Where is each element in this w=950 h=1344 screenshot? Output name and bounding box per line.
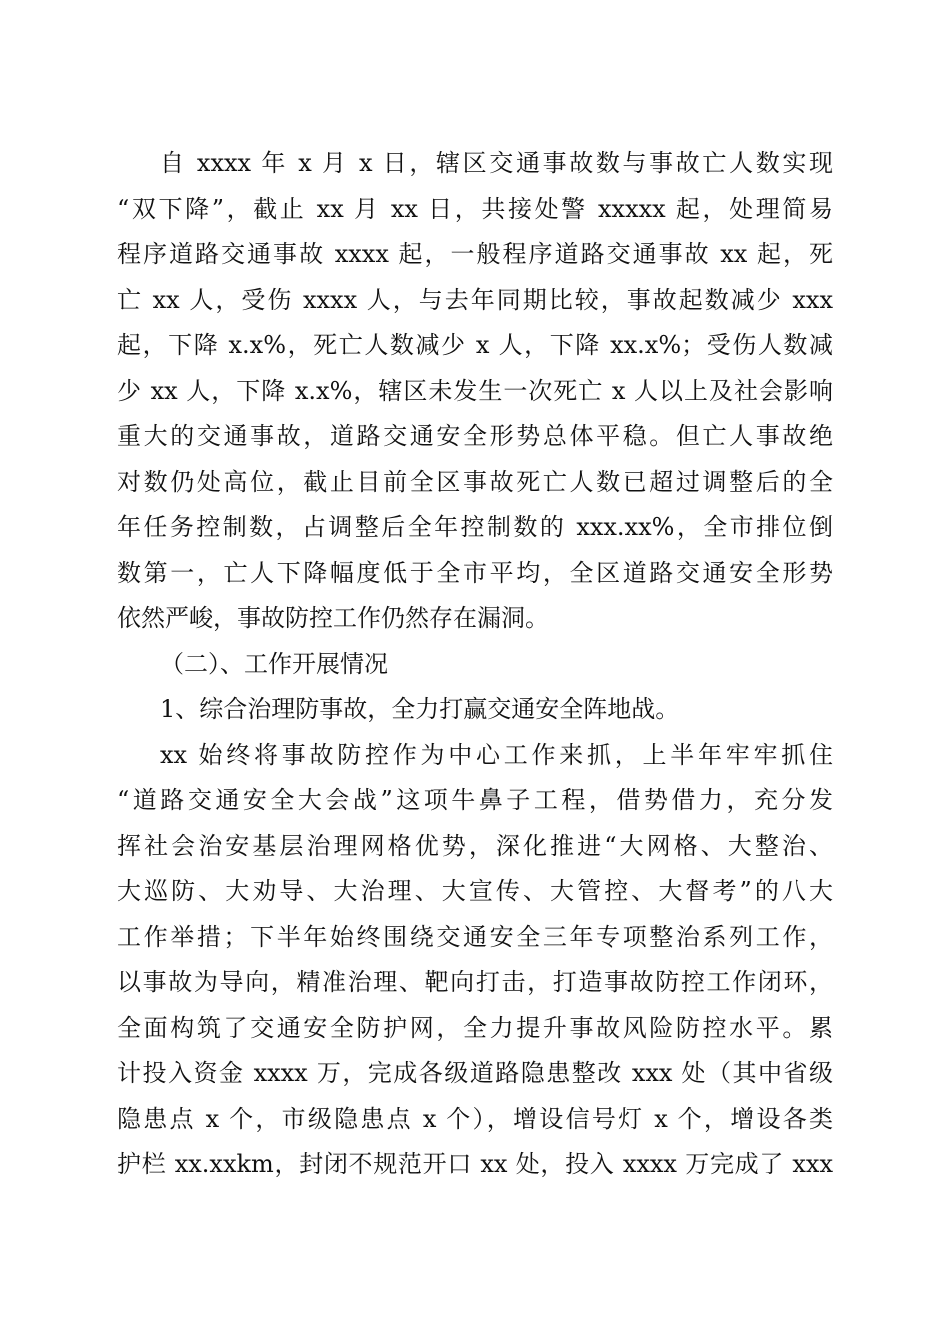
paragraph-1-line-8: 对数仍处高位，截止目前全区事故死亡人数已超过调整后的全	[117, 468, 833, 496]
paragraph-1-line-9: 年任务控制数，占调整后全年控制数的 xxx.xx%，全市排位倒	[117, 513, 833, 541]
paragraph-2-line-10: 护栏 xx.xxkm，封闭不规范开口 xx 处，投入 xxxx 万完成了 xxx	[117, 1150, 833, 1178]
paragraph-1-line-11: 依然严峻，事故防控工作仍然存在漏洞。	[117, 604, 549, 632]
paragraph-2-line-7: 全面构筑了交通安全防护网，全力提升事故风险防控水平。累	[117, 1014, 833, 1042]
paragraph-2-line-3: 挥社会治安基层治理网格优势，深化推进“大网格、大整治、	[117, 832, 833, 860]
paragraph-1-line-10: 数第一，亡人下降幅度低于全市平均，全区道路交通安全形势	[117, 559, 833, 587]
section-heading: （二）、工作开展情况	[160, 650, 388, 678]
paragraph-1-line-3: 程序道路交通事故 xxxx 起，一般程序道路交通事故 xx 起，死	[117, 240, 833, 268]
paragraph-1-line-1: 自 xxxx 年 x 月 x 日，辖区交通事故数与事故亡人数实现	[160, 149, 833, 177]
paragraph-1-line-7: 重大的交通事故，道路交通安全形势总体平稳。但亡人事故绝	[117, 422, 833, 450]
paragraph-1-line-6: 少 xx 人，下降 x.x%，辖区未发生一次死亡 x 人以上及社会影响	[117, 377, 833, 405]
paragraph-1-line-5: 起，下降 x.x%，死亡人数减少 x 人，下降 xx.x%；受伤人数减	[117, 331, 833, 359]
paragraph-2-line-6: 以事故为导向，精准治理、靶向打击，打造事故防控工作闭环，	[117, 968, 833, 996]
paragraph-1-line-2: “双下降”，截止 xx 月 xx 日，共接处警 xxxxx 起，处理简易	[117, 195, 833, 223]
paragraph-2-line-9: 隐患点 x 个，市级隐患点 x 个），增设信号灯 x 个，增设各类	[117, 1105, 833, 1133]
paragraph-2-line-4: 大巡防、大劝导、大治理、大宣传、大管控、大督考”的八大	[117, 877, 833, 905]
paragraph-1-line-4: 亡 xx 人，受伤 xxxx 人，与去年同期比较，事故起数减少 xxx	[117, 286, 833, 314]
paragraph-2-line-5: 工作举措；下半年始终围绕交通安全三年专项整治系列工作，	[117, 923, 833, 951]
paragraph-2-line-2: “道路交通安全大会战”这项牛鼻子工程，借势借力，充分发	[117, 786, 833, 814]
subheading: 1、综合治理防事故，全力打赢交通安全阵地战。	[160, 695, 680, 723]
paragraph-2-line-8: 计投入资金 xxxx 万，完成各级道路隐患整改 xxx 处（其中省级	[117, 1059, 833, 1087]
paragraph-2-line-1: xx 始终将事故防控作为中心工作来抓，上半年牢牢抓住	[160, 741, 833, 769]
